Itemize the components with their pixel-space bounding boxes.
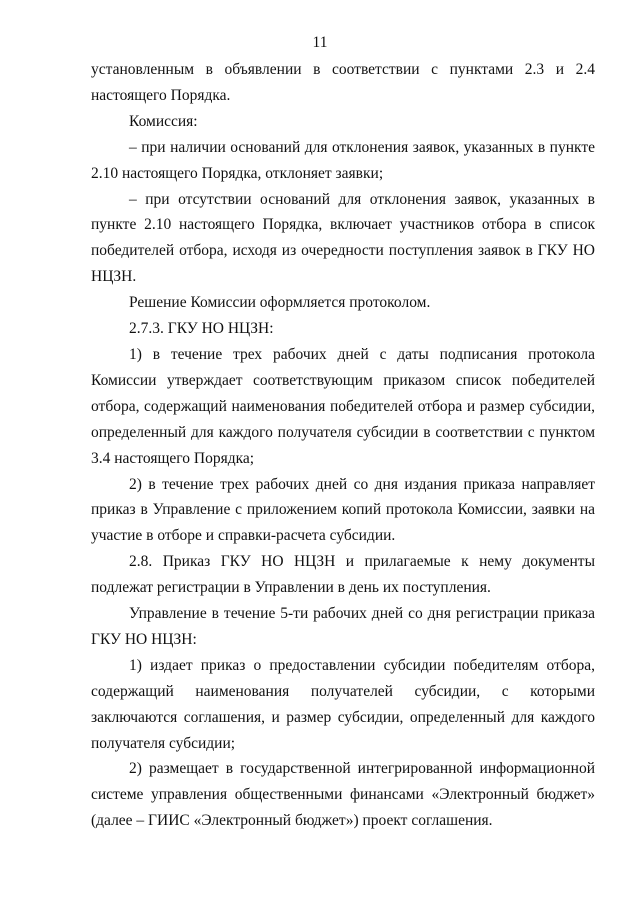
paragraph: – при наличии оснований для отклонения заявок, указанных в пункте 2.10 настоящего Порядка, отклоняет заявки; [91,138,595,182]
paragraph: 2.7.3. ГКУ НО НЦЗН: [129,320,274,338]
page-number: 11 [312,34,328,51]
paragraph: установленным в объявлении в соответствии с пунктами 2.3 и 2.4 настоящего Порядка. [91,61,595,104]
paragraph: 2) размещает в государственной интегрированной информационной системе управления общественными финансами «Электронный бюджет» (далее – ГИИС «Электронный бюджет») проект соглашения. [91,760,595,830]
paragraph: Управление в течение 5-ти рабочих дней со дня регистрации приказа ГКУ НО НЦЗН: [91,605,595,648]
paragraph: Комиссия: [129,112,198,130]
paragraph: 2) в течение трех рабочих дней со дня издания приказа направляет приказ в Управление с приложением копий протокола Комиссии, заявки на участие в отборе и справки-расчета субсидии. [91,475,595,545]
paragraph: 1) издает приказ о предоставлении субсидии победителям отбора, содержащий наименования получателей субсидии, с которыми заключаются соглашения, и размер субсидии, определенный для каждого получателя субсидии; [91,656,595,752]
paragraph: 1) в течение трех рабочих дней с даты подписания протокола Комиссии утверждает соответствующим приказом список победителей отбора, содержащий наименования победителей отбора и размер субсидии, определенный для каждого получателя субсидии в соответствии с пунктом 3.4 настоящего Порядка; [91,345,595,467]
paragraph: 2.8. Приказ ГКУ НО НЦЗН и прилагаемые к нему документы подлежат регистрации в Управлении в день их поступления. [91,553,595,597]
document-body [91,57,595,834]
paragraph: Решение Комиссии оформляется протоколом. [129,294,431,312]
paragraph: – при отсутствии оснований для отклонения заявок, указанных в пункте 2.10 настоящего Порядка, включает участников отбора в список победителей отбора, исходя из очередности поступления заявок в ГКУ НО НЦЗН. [91,190,595,286]
